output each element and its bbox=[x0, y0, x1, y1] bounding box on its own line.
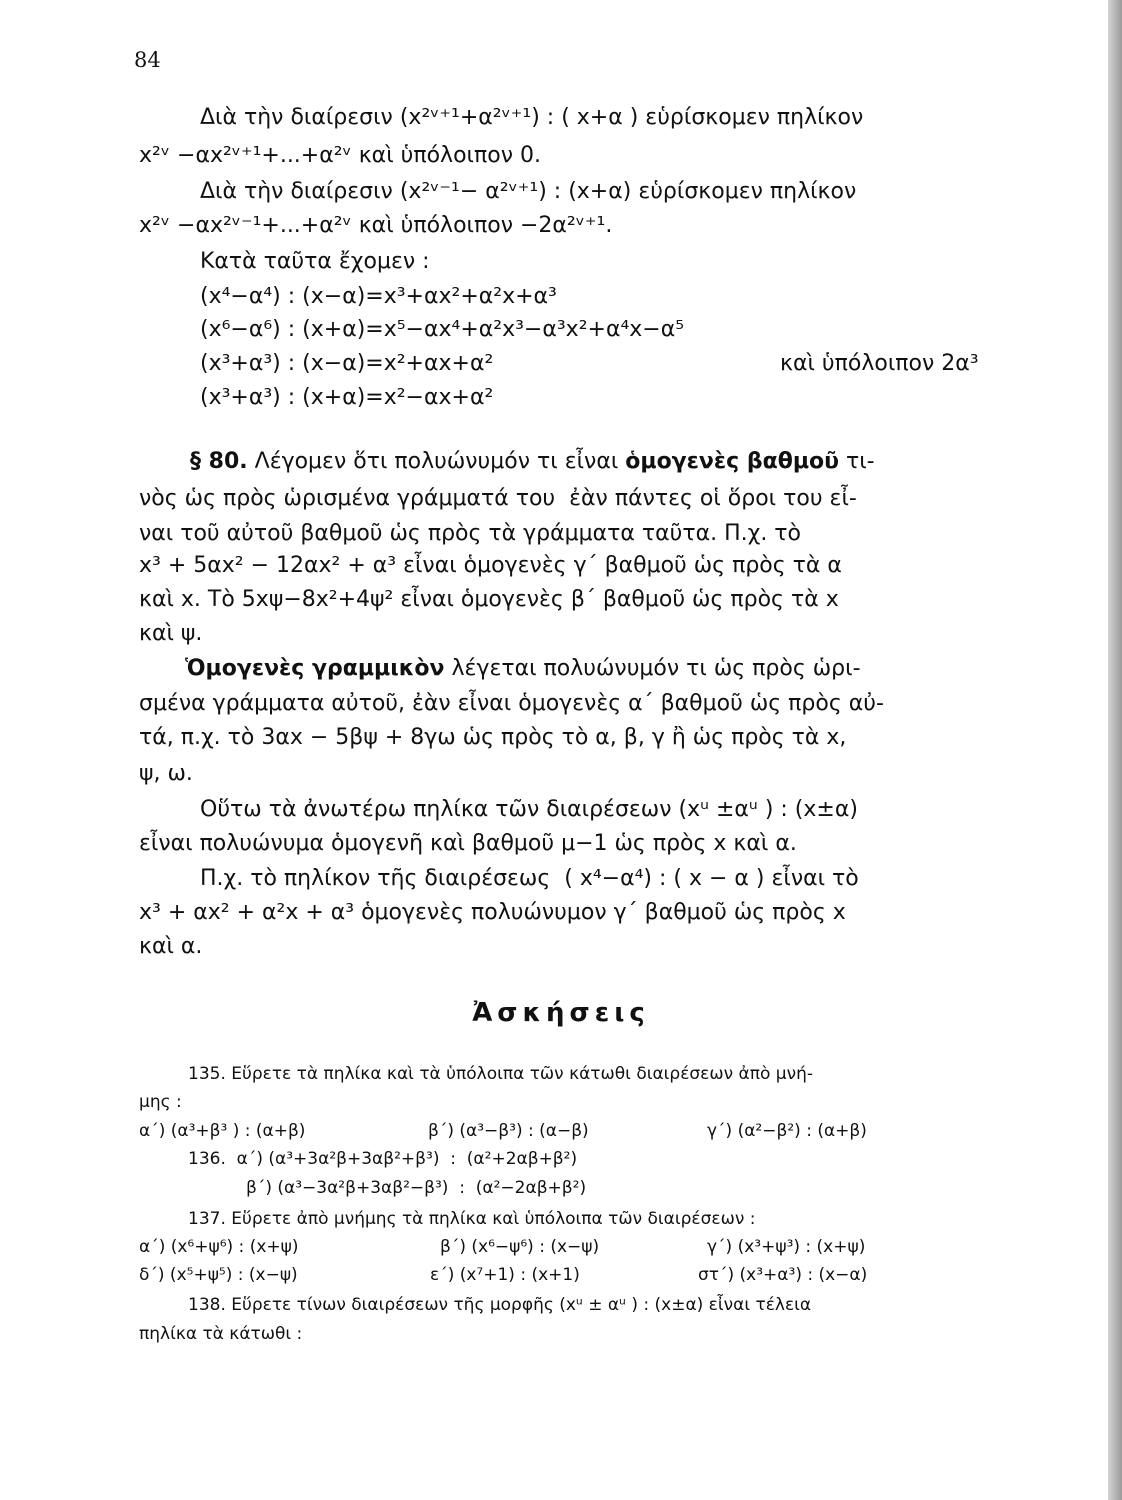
defined-term: ὁμογενὲς βαθμοῦ bbox=[625, 449, 839, 474]
section-number: § 80. bbox=[190, 449, 248, 474]
exercise-item: α΄) (α³+β³ ) : (α+β) bbox=[139, 1121, 306, 1141]
exercise-137: 137. Εὕρετε ἀπὸ μνήμης τὰ πηλίκα καὶ ὑπόλοιπα τῶν διαιρέσεων : bbox=[188, 1209, 756, 1229]
text-line: μης : bbox=[139, 1092, 182, 1112]
text-span: τι- bbox=[845, 449, 875, 474]
text-line: ψ, ω. bbox=[139, 761, 193, 786]
exercise-item: γ΄) (x³+ψ³) : (x+ψ) bbox=[707, 1237, 866, 1257]
text-span: λέγεται πολυώνυμόν τι ὡς πρὸς ὡρι- bbox=[451, 656, 861, 681]
exercise-item: δ΄) (x⁵+ψ⁵) : (x−ψ) bbox=[139, 1265, 298, 1285]
equation: (x⁶−α⁶) : (x+α)=x⁵−αx⁴+α²x³−α³x²+α⁴x−α⁵ bbox=[200, 317, 685, 342]
text-line: σμένα γράμματα αὐτοῦ, ἐὰν εἶναι ὁμογενὲς α΄ βαθμοῦ ὡς πρὸς αὐ- bbox=[139, 691, 884, 716]
exercises-heading: Ἀσκήσεις bbox=[472, 998, 650, 1028]
exercise-136: 136. α΄) (α³+3α²β+3αβ²+β³) : (α²+2αβ+β²) bbox=[188, 1149, 578, 1169]
text-line: Διὰ τὴν διαίρεσιν (x²ᵛ⁻¹− α²ᵛ⁺¹) : (x+α) εὑρίσκομεν πηλίκον bbox=[200, 179, 857, 204]
text-line: Π.χ. τὸ πηλίκον τῆς διαιρέσεως ( x⁴−α⁴) : ( x − α ) εἶναι τὸ bbox=[200, 866, 859, 891]
exercise-item: α΄) (x⁶+ψ⁶) : (x+ψ) bbox=[139, 1237, 299, 1257]
exercise-item: β΄) (α³−β³) : (α−β) bbox=[428, 1121, 589, 1141]
equation: (x⁴−α⁴) : (x−α)=x³+αx²+α²x+α³ bbox=[200, 284, 557, 309]
text-line: καὶ x. Τὸ 5xψ−8x²+4ψ² εἶναι ὁμογενὲς β΄ βαθμοῦ ὡς πρὸς τὰ x bbox=[139, 587, 839, 612]
text-line: καὶ α. bbox=[139, 934, 203, 959]
exercise-135: 135. Εὕρετε τὰ πηλίκα καὶ τὰ ὑπόλοιπα τῶν κάτωθι διαιρέσεων ἀπὸ μνή- bbox=[188, 1064, 813, 1084]
text-span: Λέγομεν ὅτι πολυώνυμόν τι εἶναι bbox=[254, 449, 619, 474]
text-line: τά, π.χ. τὸ 3αx − 5βψ + 8γω ὡς πρὸς τὸ α, β, γ ἢ ὡς πρὸς τὰ x, bbox=[139, 725, 847, 750]
text-line: x³ + 5αx² − 12αx² + α³ εἶναι ὁμογενὲς γ΄ βαθμοῦ ὡς πρὸς τὰ α bbox=[139, 553, 842, 578]
exercise-item: β΄) (α³−3α²β+3αβ²−β³) : (α²−2αβ+β²) bbox=[246, 1178, 587, 1198]
linear-definition-line-1 bbox=[0, 655, 1122, 683]
equation: (x³+α³) : (x−α)=x²+αx+α² bbox=[200, 351, 494, 376]
exercise-138: 138. Εὕρετε τίνων διαιρέσεων τῆς μορφῆς (xᵘ ± αᵘ ) : (x±α) εἶναι τέλεια bbox=[188, 1295, 812, 1315]
text-line: ναι τοῦ αὐτοῦ βαθμοῦ ὡς πρὸς τὰ γράμματα ταῦτα. Π.χ. τὸ bbox=[139, 521, 802, 546]
exercise-item: ε΄) (x⁷+1) : (x+1) bbox=[430, 1265, 580, 1285]
remainder-note: καὶ ὑπόλοιπον 2α³ bbox=[780, 351, 979, 376]
exercise-item: γ΄) (α²−β²) : (α+β) bbox=[707, 1121, 867, 1141]
equation: (x³+α³) : (x+α)=x²−αx+α² bbox=[200, 385, 494, 410]
exercise-item: στ΄) (x³+α³) : (x−α) bbox=[698, 1265, 868, 1285]
text-line: νὸς ὡς πρὸς ὡρισμένα γράμματά του ἐὰν πάντες οἱ ὅροι του εἶ- bbox=[139, 486, 857, 511]
page-number: 84 bbox=[134, 48, 161, 72]
defined-term: Ὁμογενὲς γραμμικὸν bbox=[185, 656, 445, 681]
text-line: Οὕτω τὰ ἀνωτέρω πηλίκα τῶν διαιρέσεων (xᵘ ±αᵘ ) : (x±α) bbox=[200, 797, 858, 822]
text-line: x²ᵛ −αx²ᵛ⁻¹+...+α²ᵛ καὶ ὑπόλοιπον −2α²ᵛ⁺¹. bbox=[139, 213, 613, 238]
text-line: Κατὰ ταῦτα ἔχομεν : bbox=[200, 249, 430, 274]
text-line: καὶ ψ. bbox=[139, 621, 203, 646]
text-line: πηλίκα τὰ κάτωθι : bbox=[139, 1324, 303, 1344]
text-line: x²ᵛ −αx²ᵛ⁺¹+...+α²ᵛ καὶ ὑπόλοιπον 0. bbox=[139, 143, 541, 168]
text-line: x³ + αx² + α²x + α³ ὁμογενὲς πολυώνυμον γ΄ βαθμοῦ ὡς πρὸς x bbox=[139, 900, 846, 925]
exercise-item: β΄) (x⁶−ψ⁶) : (x−ψ) bbox=[440, 1237, 600, 1257]
text-line: εἶναι πολυώνυμα ὁμογενῆ καὶ βαθμοῦ μ−1 ὡς πρὸς x καὶ α. bbox=[139, 831, 797, 856]
text-line: Διὰ τὴν διαίρεσιν (x²ᵛ⁺¹+α²ᵛ⁺¹) : ( x+α ) εὑρίσκομεν πηλίκον bbox=[200, 105, 864, 130]
section-80-line-1 bbox=[0, 448, 1122, 476]
